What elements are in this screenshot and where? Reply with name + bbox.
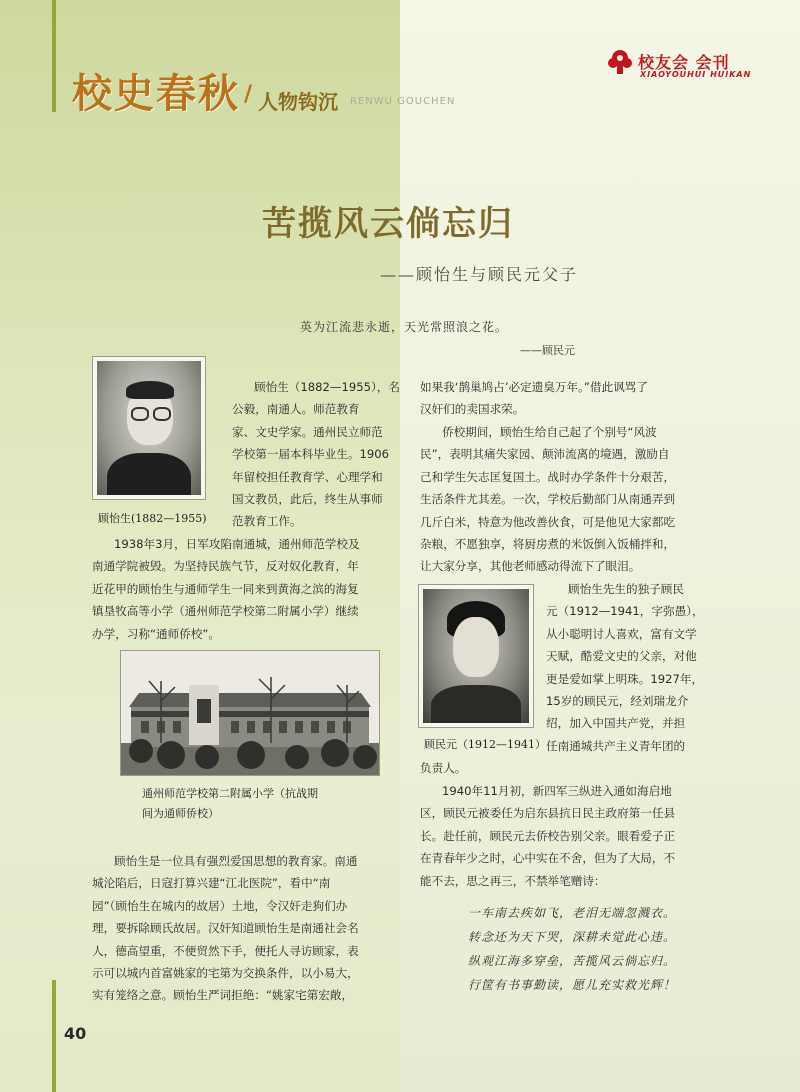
paragraph-gu-minyuan-tail: 负责人。: [420, 761, 467, 775]
caption-gu-minyuan: 顾民元（1912—1941）: [424, 738, 546, 751]
paragraph-patriot: 顾怡生是一位具有强烈爱国思想的教育家。南通 城沦陷后，日寇打算兴建“江北医院”，看中“南 园”（顾怡生在城内的故居）土地，令汉奸走狗们办 理，要拆除顾氏故居。汉奸知道顾怡生是南通社会名 人，德高望重，不便贸然下手，便托人寻访顾家，表 示可以城内首富姚家的宅第为交换条件，以小易大， 实有笼络之意。顾怡生严词拒绝：“姚家宅第宏敞，: [92, 854, 359, 1003]
section-subtitle-en: RENWU GOUCHEN: [350, 96, 456, 107]
paragraph-1940: 1940年11月初，新四军三纵进入通如海启地 区，顾民元被委任为启东县抗日民主政府第一任县 长。赴任前，顾民元去侨校告别父亲。眼看爱子正 在青春年少之时，心中实在不舍，但为了大局，不 能不去，思之再三，不禁举笔赠诗：: [420, 784, 676, 888]
intro-paragraph: 顾怡生（1882—1955），名 公毅，南通人。师范教育 家、文史学家。通州民立师范 学校第一届本科毕业生。1906 年留校担任教育学、心理学和 国文教员，此后，终生从事师 范教育工作。: [232, 380, 400, 529]
school-building-image: [121, 651, 379, 775]
portrait-gu-minyuan-image: [423, 589, 529, 723]
article-title: 苦揽风云倘忘归: [262, 204, 514, 244]
poem-line-4: 行筐有书事勤读，愿儿充实救光辉！: [468, 978, 677, 992]
epigraph: 英为江流悲永逝，天光常照浪之花。: [300, 320, 509, 334]
caption-gu-yisheng: 顾怡生(1882—1955): [98, 512, 207, 525]
paragraph-continuation: 如果我‘鹊巢鸠占’必定遗臭万年。”借此讽骂了 汉奸们的卖国求荣。: [420, 380, 648, 417]
portrait-gu-yisheng-image: [97, 361, 201, 495]
poem-line-2: 转念还为天下哭，深耕未觉此心违。: [468, 930, 677, 944]
school-photo: [120, 650, 380, 776]
paragraph-fengbomin: 侨校期间，顾怡生给自己起了个别号“风波 民”，表明其痛失家园、颠沛流离的境遇，激励自 己和学生矢志匡复国土。战时办学条件十分艰苦， 生活条件尤其差。一次，学校后勤部门从南通弄到 几斤白米，特意为他改善伙食，可是他见大家都吃 杂粮，不愿独享，将厨房煮的米饭倒入饭桶拌和， 让大家分享，其他老师感动得流下了眼泪。: [420, 425, 676, 574]
portrait-gu-yisheng: [92, 356, 206, 500]
paragraph-gu-minyuan: 顾怡生先生的独子顾民 元（1912—1941，字弥愚）， 从小聪明讨人喜欢，富有文学 天赋，酷爱文史的父亲，对他 更是爱如掌上明珠。1927年， 15岁的顾民元，经刘瑞龙介 绍，加入中国共产党，并担 任南通城共产主义青年团的: [546, 582, 704, 753]
section-subtitle: 人物钩沉: [258, 90, 338, 114]
journal-name-en: XIAOYOUHUI HUIKAN: [640, 70, 752, 79]
portrait-gu-minyuan: [418, 584, 534, 728]
decorative-bar-bottom: [52, 980, 56, 1092]
article-subtitle: ——顾怡生与顾民元父子: [380, 265, 579, 284]
decorative-bar-top: [52, 0, 56, 112]
page-number: 40: [64, 1024, 87, 1043]
alumni-logo-icon: [606, 48, 634, 76]
section-title: 校史春秋: [72, 70, 240, 117]
poem-line-3: 纵观江海多穿垒，苦揽风云倘忘归。: [468, 954, 677, 968]
poem-line-1: 一车南去疾如飞，老泪无端忽溅衣。: [468, 906, 677, 920]
paragraph-1938: 1938年3月，日军攻陷南通城，通州师范学校及 南通学院被毁。为坚持民族气节，反对奴化教育，年 近花甲的顾怡生与通师学生一同来到黄海之滨的海复 镇垦牧高等小学（通州师范学校第二附属小学）继续 办学，习称“通师侨校”。: [92, 537, 360, 641]
epigraph-source: ——顾民元: [520, 344, 575, 357]
caption-school: 通州师范学校第二附属小学（抗战期 间为通师侨校）: [142, 787, 318, 820]
journal-name: 校友会 会刊: [638, 53, 730, 72]
header-slash: /: [244, 82, 253, 107]
